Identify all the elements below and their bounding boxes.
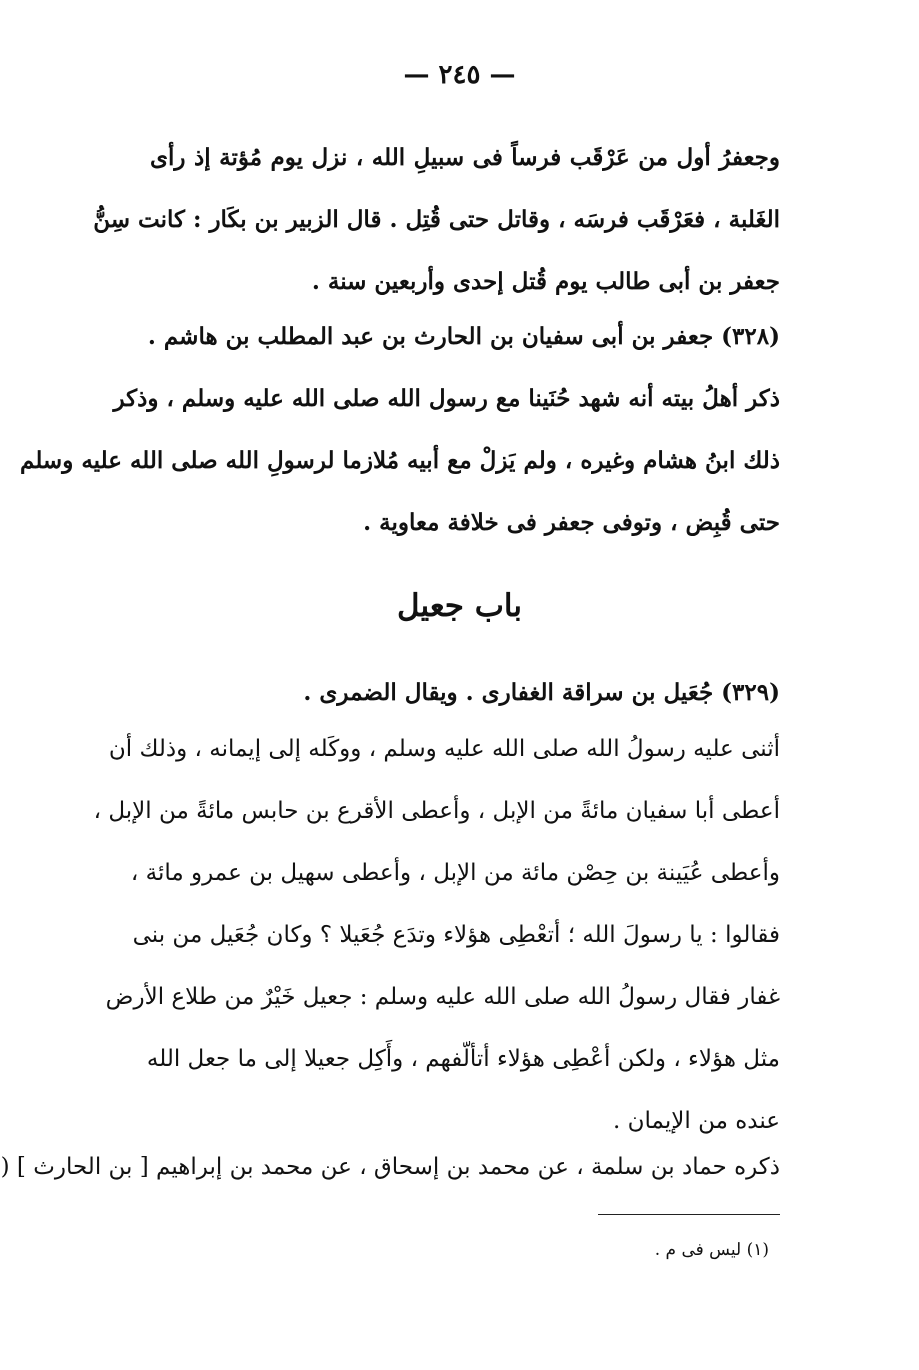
- footnote-divider: [598, 1214, 780, 1215]
- text-line: وأعطى عُيَينة بن حِصْن مائة من الإبل ، وأعطى سهيل بن عمرو مائة ،: [130, 860, 780, 886]
- paragraph-entry-329: [93, 718, 780, 1152]
- text-line: جعفر بن أبى طالب يوم قُتل إحدى وأربعين سنة .: [311, 268, 780, 295]
- paragraph-jafar-continued: [93, 127, 780, 313]
- text-line: ذكر أهلُ بيته أنه شهد حُنَينا مع رسول الله صلى الله عليه وسلم ، وذكر: [113, 385, 780, 412]
- entry-title: (٣٢٨) جعفر بن أبى سفيان بن الحارث بن عبد المطلب بن هاشم .: [147, 323, 780, 350]
- text-line: عنده من الإيمان .: [613, 1108, 780, 1134]
- text-line: غفار فقال رسولُ الله صلى الله عليه وسلم : جعيل خَيْرٌ من طلاع الأرض: [105, 984, 780, 1010]
- text-line: الغَلبة ، فعَرْقَب فرسَه ، وقاتل حتى قُتِل . قال الزبير بن بكَار : كانت سِنُّ: [93, 206, 780, 233]
- text-line: أعطى أبا سفيان مائةً من الإبل ، وأعطى الأقرع بن حابس مائةً من الإبل ،: [93, 798, 780, 824]
- page-number: — ٢٤٥ —: [403, 60, 516, 90]
- text-line: مثل هؤلاء ، ولكن أعْطِى هؤلاء أتألّفهم ، وأَكِل جعيلا إلى ما جعل الله: [146, 1046, 780, 1072]
- text-line: أثنى عليه رسولُ الله صلى الله عليه وسلم ، ووكَله إلى إيمانه ، وذلك أن: [108, 736, 780, 762]
- attribution-line: ذكره حماد بن سلمة ، عن محمد بن إسحاق ، عن محمد بن إبراهيم [ بن الحارث ] (: [0, 1154, 780, 1180]
- text-line: ذلك ابنُ هشام وغيره ، ولم يَزلْ مع أبيه مُلازما لرسولِ الله صلى الله عليه وسلم: [20, 447, 780, 474]
- footnote: (١) ليس فى م .: [654, 1240, 769, 1260]
- text-line: حتى قُبِض ، وتوفى جعفر فى خلافة معاوية .: [363, 509, 780, 536]
- paragraph-entry-328: [20, 368, 780, 554]
- text-line: فقالوا : يا رسولَ الله ؛ أتعْطِى هؤلاء وتدَع جُعَيلا ؟ وكان جُعَيل من بنى: [132, 922, 780, 948]
- entry-328: [147, 306, 780, 368]
- entry-title: (٣٢٩) جُعَيل بن سراقة الغفارى . ويقال الضمرى .: [303, 679, 780, 706]
- entry-329: [150, 662, 780, 724]
- text-line: وجعفرُ أول من عَرْقَب فرساً فى سبيلِ الله ، نزل يوم مُؤتة إذ رأى: [150, 144, 780, 171]
- section-heading: باب جعيل: [397, 588, 522, 624]
- attribution: [0, 1136, 780, 1198]
